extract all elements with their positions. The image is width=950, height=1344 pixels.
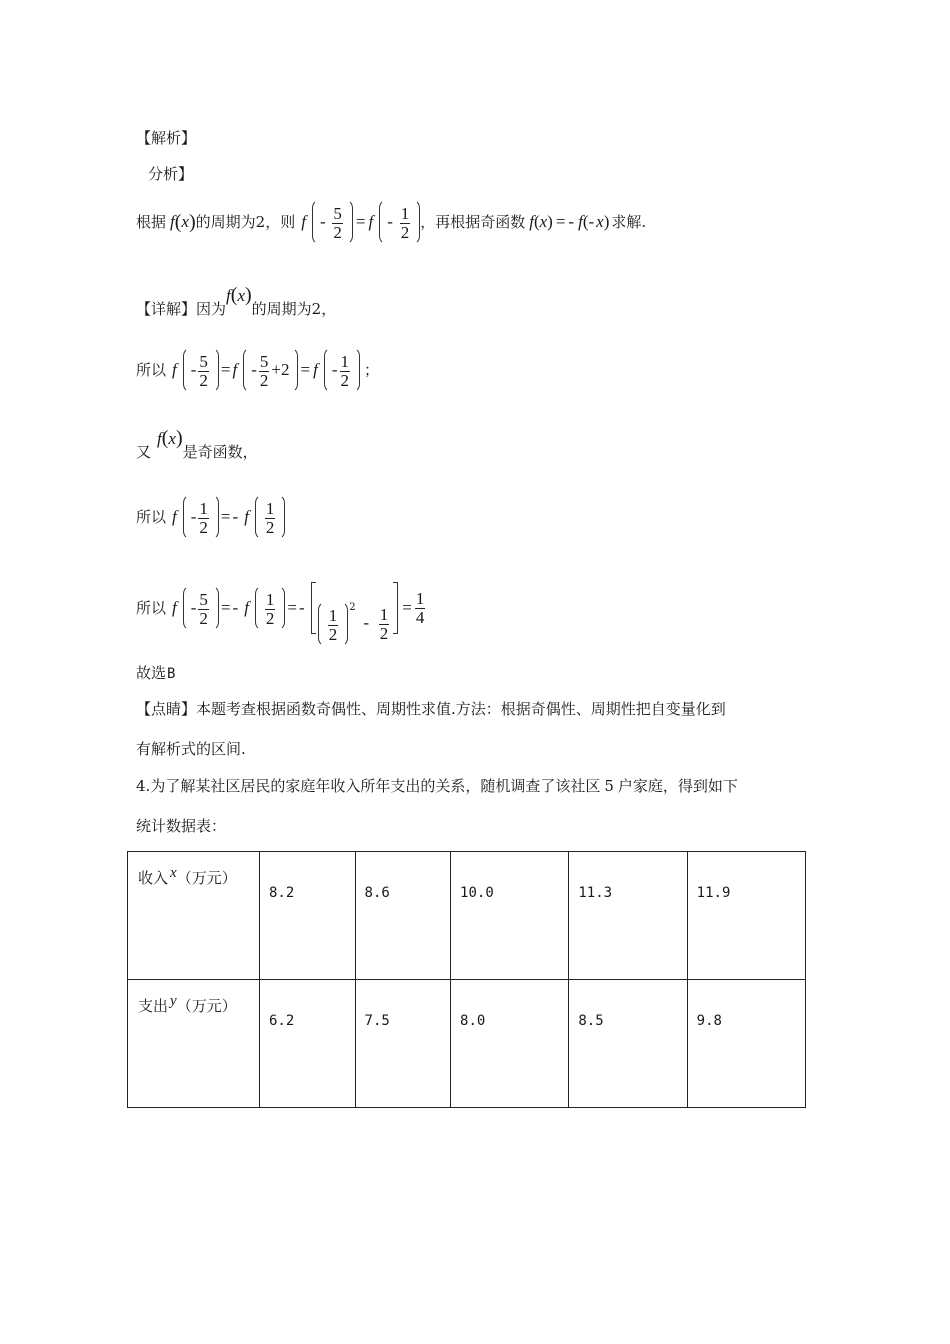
detail-text-1: 因为 xyxy=(196,300,227,318)
analysis-text-3: ，则 xyxy=(265,213,296,231)
fraction-neg-5-2: $\frac{5}{2}$ xyxy=(333,203,342,242)
table-cell: 9.8 xyxy=(687,980,805,1108)
table-cell: 10.0 xyxy=(451,852,569,980)
dianjing-label: 【点睛】 xyxy=(136,700,197,718)
data-table xyxy=(127,851,806,1108)
row-header-expense: 支出 $^y$（万元） xyxy=(128,980,260,1108)
analysis-period: 2 xyxy=(255,213,266,231)
table-cell: 11.3 xyxy=(569,852,687,980)
detail-line: 【详解】 因为 f(x) 的周期为 2 ， xyxy=(136,284,337,318)
analysis-text-1: 根据 xyxy=(136,213,167,231)
suoyi-label: 所以 xyxy=(136,361,167,379)
dianjing-line-2: 有解析式的区间. xyxy=(136,740,246,758)
section-header-fenxi: 分析】 xyxy=(148,165,194,183)
dianjing-line-1: 【点睛】本题考查根据函数奇偶性、周期性求值.方法：根据奇偶性、周期性把自变量化到 xyxy=(136,700,726,718)
table-cell: 8.6 xyxy=(355,852,451,980)
analysis-text-2: 的周期为 xyxy=(195,213,256,231)
table-row xyxy=(128,852,806,980)
question-number: 4. xyxy=(136,777,151,795)
detail-text-2: 的周期为 xyxy=(251,300,312,318)
odd-text: 是奇函数， xyxy=(182,443,258,461)
table-cell: 6.2 xyxy=(260,980,356,1108)
section-header-jiexi: 【解析】 xyxy=(136,129,197,147)
odd-line: 又 f(x) 是奇函数， xyxy=(136,427,258,461)
analysis-text-5: 求解. xyxy=(611,213,647,231)
answer-line: 故选B xyxy=(136,664,176,682)
analysis-line: 根据 f ( x ) 的周期为 2 ，则 f - $\frac{5}{2}$ = f - $\frac{1}{2}$ ，再根据奇函数 f ( x ) = - f ( - x ) 求解. xyxy=(136,198,646,246)
math-paren: - $\frac{5}{2}$ xyxy=(312,199,353,245)
math-bracket: $\frac{1}{2}$ $^2$ - $\frac{1}{2}$ xyxy=(311,582,399,634)
table-cell: 8.5 xyxy=(569,980,687,1108)
equation-line-3: 所以 f - $\frac{5}{2}$ = - f $\frac{1}{2}$ = - $\frac{1}{2}$ $^2$ - $\frac{1}{2}$ = $\frac{1}{4}$ xyxy=(136,580,427,636)
detail-period: 2 xyxy=(311,300,322,318)
table-row xyxy=(128,980,806,1108)
row-header-income: 收入 $^x$（万元） xyxy=(128,852,260,980)
table-cell: 8.0 xyxy=(451,980,569,1108)
math-x: x xyxy=(181,212,189,231)
equation-line-2: 所以 f - $\frac{1}{2}$ = - f $\frac{1}{2}$ xyxy=(136,492,285,542)
equation-line-1: 所以 f - $\frac{5}{2}$ = f - $\frac{5}{2}$ +2 = f - $\frac{1}{2}$ ； xyxy=(136,345,379,395)
you-label: 又 xyxy=(136,443,152,461)
math-f: f xyxy=(170,212,175,231)
answer-choice: B xyxy=(167,666,176,682)
table-cell: 11.9 xyxy=(687,852,805,980)
fraction-neg-1-2: $\frac{1}{2}$ xyxy=(400,203,410,242)
question-4-line-2: 统计数据表： xyxy=(136,817,227,835)
question-4-line-1: 4.为了解某社区居民的家庭年收入所年支出的关系，随机调查了该社区 5 户家庭，得到如下 xyxy=(136,777,738,795)
table-cell: 8.2 xyxy=(260,852,356,980)
analysis-text-4: ，再根据奇函数 xyxy=(420,213,526,231)
detail-label: 【详解】 xyxy=(136,300,197,318)
math-f: f xyxy=(301,212,306,231)
math-paren: - $\frac{1}{2}$ xyxy=(379,199,420,245)
table-cell: 7.5 xyxy=(355,980,451,1108)
